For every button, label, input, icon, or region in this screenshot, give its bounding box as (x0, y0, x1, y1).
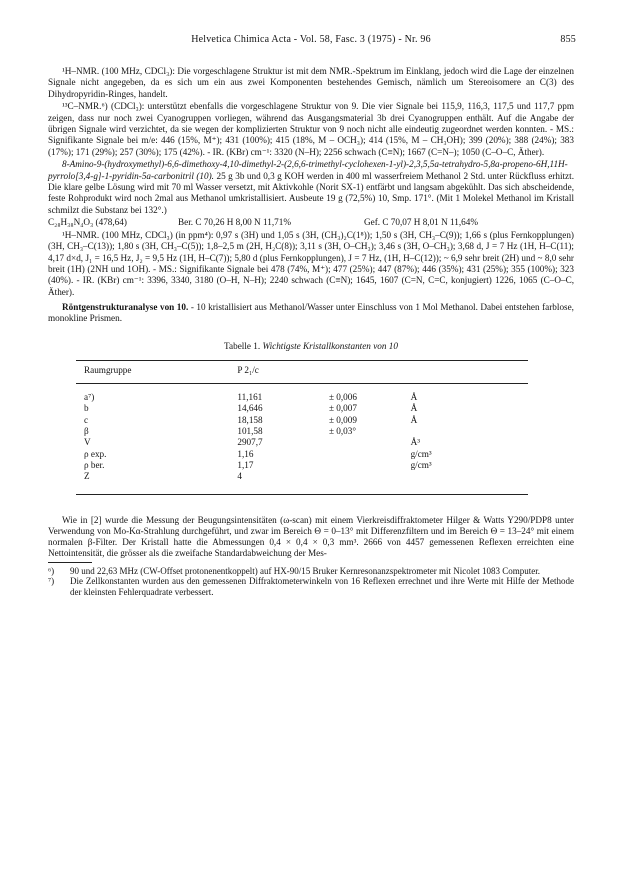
molecular-formula: C₂₈H₃₈N₄O₃ (478,64) (48, 217, 127, 228)
table-row (76, 384, 528, 404)
table-header-row (76, 360, 528, 383)
paragraph-xray (48, 302, 574, 325)
row-label: ρ exp. (84, 448, 107, 459)
synthesis-text: 25 g 3b und 0,3 g KOH werden in 400 ml wasserfreiem Methanol 2 Std. unter Rückfluss erhitzt. Die klare gelbe Lösung wird mit 70 ml Wasser versetzt, mit Aktivkohle (Norit SX-1) entfärbt und langsam abgekühlt. Das sich abscheidende, feste Rohprodukt wird noch 2mal aus Methanol umkristallisiert. Ausbeute 19 g (72,5%) 10, Smp. 171°. (Mit 1 Molekel Methanol im Kristall schmilzt die Substanz bei 132°.) (48, 170, 574, 215)
row-error: ± 0,006 (328, 392, 357, 403)
row-value: 2907,7 (237, 437, 263, 448)
page (48, 34, 574, 598)
table-row (76, 437, 528, 448)
table-row (76, 403, 528, 414)
row-error: ± 0,009 (328, 414, 357, 425)
footnote-text: 90 und 22,63 MHz (CW-Offset protonenentkoppelt) auf HX-90/15 Bruker Kernresonanzspektrometer mit Nicolet 1083 Computer. (70, 565, 540, 576)
row-value: 101,58 (237, 426, 263, 437)
row-error (329, 460, 411, 471)
paragraph-synthesis-10 (48, 159, 574, 215)
row-error (329, 471, 411, 494)
row-label: β (84, 426, 89, 437)
paragraph-13c-nmr-9: ¹³C–NMR.⁶) (CDCl₃): unterstützt ebenfalls die vorgeschlagene Struktur von 9. Die vier Signale bei 115,9, 116,3, 117,5 und 117,7 ppm zeigen, dass nur noch zwei Cyanogruppen vorliegen, während das Ausgangsmaterial 3b drei Cyanogruppen enthält. Auf die Angabe der übrigen Signale wird verzichtet, da sie wegen der komplizierten Struktur von 9 noch nicht alle eindeutig zugeordnet werden konnten. - MS.: Signifikante Signale bei m/e: 446 (15%, M⁺); 431 (100%); 415 (18%, M – OCH₃); 414 (15%, M – CH₃OH); 399 (20%); 388 (24%); 383 (17%); 171 (29%); 257 (30%); 175 (42%). - IR. (KBr) cm⁻¹: 3320 (N–H); 2256 schwach (C≡N); 1667 (C=N–); 1050 (C–O–C, Äther). (48, 101, 574, 157)
table-row (76, 415, 528, 426)
row-value: 4 (237, 471, 329, 494)
running-header (48, 34, 574, 50)
crystal-constants-table (76, 360, 528, 495)
row-error (329, 449, 411, 460)
row-unit: g/cm³ (410, 459, 432, 470)
header-cell-spacegroup: Raumgruppe (76, 360, 237, 383)
table-title: Wichtigste Kristallkonstanten von 10 (262, 340, 398, 351)
paragraph-1h-nmr-10: ¹H–NMR. (100 MHz, CDCl₃) (in ppm⁴): 0,97 s (3H) und 1,05 s (3H, (CH₃)₂C(1⁸)); 1,50 s (3H, CH₃–C(9)); 1,66 s (plus Fernkopplungen) (3H, CH₃–C(13)); 1,80 s (3H, CH₃–C(5)); 1,8–2,5 m (2H, H₂C(8)); 3,11 s (3H, O–CH₃); 3,46 s (3H, O–CH₃); 3,68 d, J = 7 Hz (1H, H–C(11); 4,17 d×d, J₁ = 16,5 Hz, J₂ = 9,5 Hz (1H, H–C(7)); 5,80 d (plus Fernkopplungen), J = 7 Hz, (1H, H–C(12)); ~ 6,9 sehr breit (2H) und ~ 8,0 sehr breit (1H) (2NH und 1OH). - MS.: Signifikante Signale bei 478 (74%, M⁺); 477 (25%); 447 (87%); 446 (35%); 431 (25%); 355 (100%); 323 (40%). - IR. (KBr) cm⁻¹: 3396, 3340, 3180 (O–H, N–H); 2240 schwach (C≡N); 1645, 1607 (C=N, C=C, konjugiert) 1226, 1065 (C–O–C, Äther). (48, 230, 574, 297)
found-values: Gef. C 70,07 H 8,01 N 11,64% (364, 217, 478, 228)
compound-title: 8-Amino-9-(hydroxymethyl)-6,6-dimethoxy-4,10-dimethyl-2-(2,6,6-trimethyl-cyclohexen-1-yl)-2,3,5,5a-tetrahydro-5,8a-propeno-6H,11H-pyrrolo[3,4-g]-1-pyridin-5a-carbonitril (10). (48, 159, 568, 181)
row-label: b (84, 403, 89, 414)
row-error: ± 0,007 (328, 403, 357, 414)
row-error: ± 0,03° (328, 426, 357, 437)
section-heading: Röntgenstrukturanalyse von 10. (62, 301, 189, 312)
row-unit: Å (410, 392, 418, 403)
row-value: 11,161 (237, 392, 263, 403)
paragraph-measurement: Wie in [2] wurde die Messung der Beugungsintensitäten (ω-scan) mit einem Vierkreisdiffraktometer Hilger & Watts Y290/PDP8 unter Verwendung von Mo-Kα-Strahlung durchgeführt, und zwar im Bereich Θ = 0–13° mit Differenzfiltern und im Bereich Θ = 13–24° mit einem normalen β-Filter. Der Kristall hatte die Abmessungen 0,4 × 0,4 × 0,3 mm³. 2666 von 4457 gemessenen Reflexen erreichten eine Nettointensität, die grösser als die zweifache Standardabweichung der Mes- (48, 514, 574, 559)
row-value: 1,17 (237, 459, 254, 470)
row-value: 18,158 (237, 414, 263, 425)
row-unit: Å³ (410, 437, 420, 448)
elemental-analysis (48, 217, 574, 228)
row-value: 1,16 (237, 448, 254, 459)
row-unit (411, 426, 528, 437)
footnote-mark: ⁶) (48, 565, 55, 576)
row-unit: Å (410, 414, 418, 425)
page-number: 855 (560, 34, 576, 45)
table-label: Tabelle 1. (224, 340, 261, 351)
row-label: Z (76, 471, 237, 494)
row-label: V (84, 437, 91, 448)
row-unit: g/cm³ (410, 448, 432, 459)
table-row (76, 426, 528, 437)
table-row (76, 449, 528, 460)
row-label: ρ ber. (84, 459, 105, 470)
table-row (76, 460, 528, 471)
row-unit (411, 471, 528, 494)
footnote-text: Die Zellkonstanten wurden aus den gemessenen Diffraktometerwinkeln von 16 Reflexen errechnet und ihre Werte mit Hilfe der Methode der kleinsten Fehlerquadrate verbessert. (70, 576, 574, 598)
calculated-values: Ber. C 70,26 H 8,00 N 11,71% (178, 217, 291, 228)
row-label: a⁷) (84, 392, 95, 403)
article-body (48, 66, 574, 598)
header-cell-spacegroup-value: P 2₁/c (237, 360, 528, 383)
footnote-7 (48, 576, 574, 598)
xray-text: - 10 kristallisiert aus Methanol/Wasser unter Einschluss von 1 Mol Methanol. Dabei entstehen farblose, monokline Prismen. (48, 301, 574, 324)
row-label: c (84, 414, 89, 425)
paragraph-1h-nmr-9: ¹H–NMR. (100 MHz, CDCl₃): Die vorgeschlagene Struktur ist mit dem NMR.-Spektrum im Einklang, jedoch wird die Lage der einzelnen Signale nicht angegeben, da es sich um ein aus zwei Komponenten bestehendes Gemisch, nämlich um Stereoisomere an C(3) des Dihydropyridin-Ringes, handelt. (48, 66, 574, 99)
row-unit: Å (410, 403, 418, 414)
row-error (329, 437, 411, 448)
footnote-6 (48, 566, 574, 577)
journal-title: Helvetica Chimica Acta - Vol. 58, Fasc. 3 (1975) - Nr. 96 (191, 34, 431, 45)
table-caption (48, 341, 574, 352)
row-value: 14,646 (237, 403, 263, 414)
table-row (76, 471, 528, 494)
footnote-rule (48, 562, 92, 563)
footnote-mark: ⁷) (48, 576, 55, 587)
